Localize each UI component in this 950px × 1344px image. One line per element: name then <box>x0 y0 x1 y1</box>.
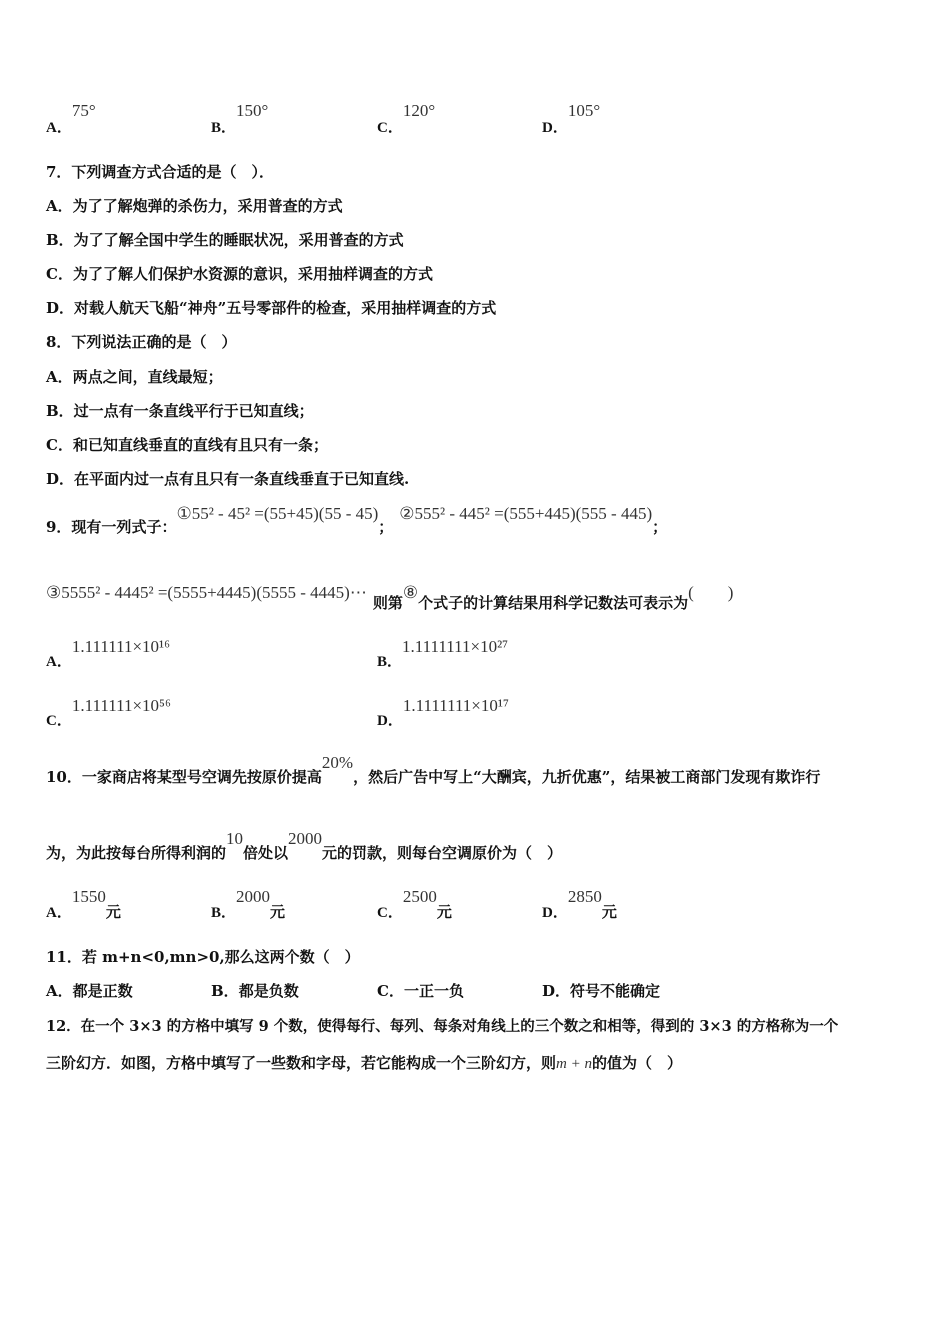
q7-option-c[interactable]: C．为了了解人们保护水资源的意识，采用抽样调查的方式 <box>46 265 433 283</box>
q7-stem: 7．下列调查方式合适的是（ ）． <box>46 163 274 181</box>
q7-option-d[interactable]: D．对载人航天飞船“神舟”五号零部件的检查，采用抽样调查的方式 <box>46 299 497 317</box>
q11-option-a[interactable]: A．都是正数 <box>46 982 133 1000</box>
q6-option-d[interactable]: D．105° <box>542 101 601 136</box>
q11-option-d[interactable]: D．符号不能确定 <box>542 982 661 1000</box>
q10-option-a[interactable]: A．1550元 <box>46 887 121 921</box>
q6-option-c[interactable]: C．120° <box>377 101 436 136</box>
q9-expr-3: ③5555² - 4445² =(5555+4445)(5555 - 4445)⋯ <box>46 583 367 602</box>
q8-option-d[interactable]: D．在平面内过一点有且只有一条直线垂直于已知直线. <box>46 470 410 488</box>
q12-line-2: 三阶幻方．如图，方格中填写了一些数和字母，若它能构成一个三阶幻方，则m + n的值为（ ） <box>46 1054 682 1072</box>
q9-stem: 9．现有一列式子： <box>46 518 177 536</box>
q8-option-b[interactable]: B．过一点有一条直线平行于已知直线； <box>46 402 314 420</box>
q9-expr-2: ②555² - 445² =(555+445)(555 - 445) <box>399 504 653 523</box>
q11-stem: 11．若 m+n<0,mn>0,那么这两个数（ ） <box>46 948 360 966</box>
q9-line-1: 9．现有一列式子：①55² - 45² =(55+45)(55 - 45)；②555² - 445² =(555+445)(555 - 445)； <box>46 504 668 536</box>
q7-option-a[interactable]: A．为了了解炮弹的杀伤力，采用普查的方式 <box>46 197 343 215</box>
q10-option-b[interactable]: B．2000元 <box>211 887 286 921</box>
q9-option-a[interactable]: A．1.111111×10¹⁶ <box>46 637 171 670</box>
q9-option-b[interactable]: B．1.1111111×10²⁷ <box>377 637 509 670</box>
q11-option-b[interactable]: B．都是负数 <box>211 982 299 1000</box>
q8-stem: 8．下列说法正确的是（ ） <box>46 333 237 351</box>
q10-line-2: 为，为此按每台所得利润的10倍处以2000元的罚款，则每台空调原价为（ ） <box>46 829 563 862</box>
q10-option-c[interactable]: C．2500元 <box>377 887 452 921</box>
q8-option-a[interactable]: A．两点之间，直线最短； <box>46 368 223 386</box>
q7-option-b[interactable]: B．为了了解全国中学生的睡眠状况，采用普查的方式 <box>46 231 404 249</box>
q6-option-b[interactable]: B．150° <box>211 101 269 136</box>
q9-expr-1: ①55² - 45² =(55+45)(55 - 45) <box>176 504 379 523</box>
q6-option-a[interactable]: A．75° <box>46 101 96 136</box>
q8-option-c[interactable]: C．和已知直线垂直的直线有且只有一条； <box>46 436 328 454</box>
q10-line-1: 10．一家商店将某型号空调先按原价提高20%，然后广告中写上“大酬宾，九折优惠”，结果被工商部门发现有欺诈行 <box>46 753 821 786</box>
q11-option-c[interactable]: C．一正一负 <box>377 982 464 1000</box>
q12-line-1: 12．在一个 3×3 的方格中填写 9 个数，使得每行、每列、每条对角线上的三个数之和相等，得到的 3×3 的方格称为一个 <box>46 1018 839 1035</box>
q10-option-d[interactable]: D．2850元 <box>542 887 617 921</box>
q9-line-2: ③5555² - 4445² =(5555+4445)(5555 - 4445)⋯则第⑧个式子的计算结果用科学记数法可表示为( ) <box>46 583 734 612</box>
q9-option-d[interactable]: D．1.1111111×10¹⁷ <box>377 696 509 729</box>
q9-option-c[interactable]: C．1.111111×10⁵⁶ <box>46 696 171 729</box>
